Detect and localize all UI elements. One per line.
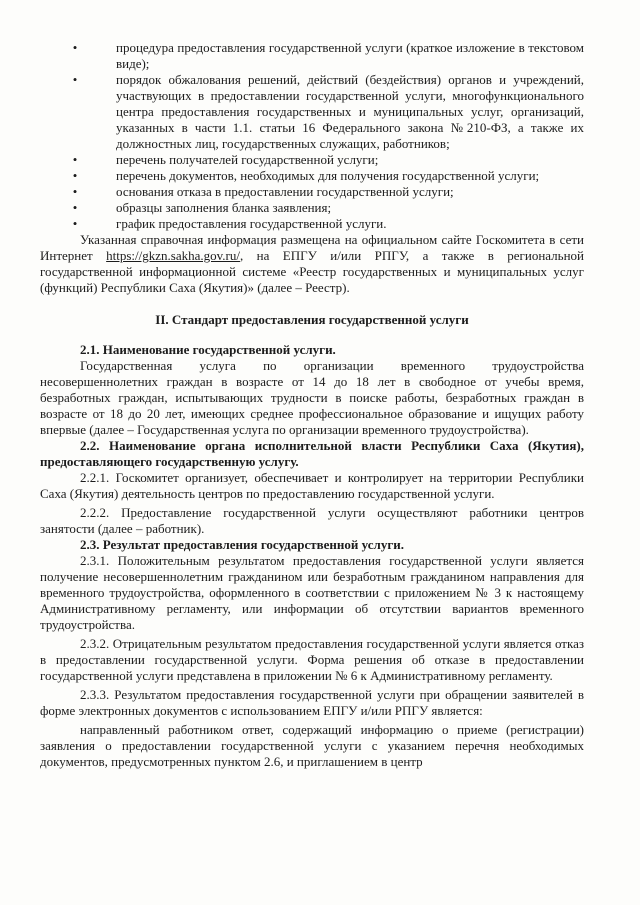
- list-item-text: процедура предоставления государственной услуги (краткое изложение в текстовом виде);: [116, 40, 584, 71]
- list-item: [40, 200, 584, 216]
- list-item-text: образцы заполнения бланка заявления;: [116, 200, 332, 215]
- list-item: [40, 184, 584, 200]
- paragraph: 2.3.1. Положительным результатом предоставления государственной услуги является получение несовершеннолетним гражданином или безработным гражданином направления для временного трудоустройства, оформленного в соответствии с приложением № 3 к настоящему Административному регламенту, или информации об отсутствии вариантов временного трудоустройства.: [40, 553, 584, 632]
- bullet-marker: •: [72, 152, 78, 167]
- bullet-marker: •: [72, 72, 78, 87]
- list-item: [40, 168, 584, 184]
- website-link[interactable]: https://gkzn.sakha.gov.ru/: [106, 248, 240, 263]
- paragraph: 2.2.1. Госкомитет организует, обеспечивает и контролирует на территории Республики Саха (Якутия) деятельность центров по предоставлению государственной услуги.: [40, 470, 584, 501]
- paragraph: 2.3.3. Результатом предоставления государственной услуги при обращении заявителей в форме электронных документов с использованием ЕПГУ и/или РПГУ является:: [40, 687, 584, 718]
- bullet-marker: •: [72, 40, 78, 55]
- info-paragraph: [40, 232, 584, 296]
- section-title: II. Стандарт предоставления государственной услуги: [155, 312, 469, 327]
- subsection-heading-2-2: 2.2. Наименование органа исполнительной власти Республики Саха (Якутия), предоставляющего государственную услугу.: [40, 438, 584, 469]
- paragraph: 2.3.2. Отрицательным результатом предоставления государственной услуги является отказ в предоставлении государственной услуги. Форма решения об отказе в предоставлении государственной услуги представлена в приложении № 6 к Административному регламенту.: [40, 636, 584, 683]
- bullet-marker: •: [72, 216, 78, 231]
- paragraph: 2.2.2. Предоставление государственной услуги осуществляют работники центров занятости (далее – работник).: [40, 505, 584, 536]
- bullet-marker: •: [72, 184, 78, 199]
- list-item-text: график предоставления государственной услуги.: [116, 216, 387, 231]
- list-item-text: перечень документов, необходимых для получения государственной услуги;: [116, 168, 540, 183]
- info-text-after: , на ЕПГУ и/или РПГУ, а также в региональной государственной информационной системе «Реестр государственных и муниципальных услуг (функций) Республики Саха (Якутия)» (далее – Реестр).: [40, 248, 584, 295]
- paragraph: Государственная услуга по организации временного трудоустройства несовершеннолетних граждан в возрасте от 14 до 18 лет в свободное от учебы время, безработных граждан, испытывающих трудности в поиске работы, безработных граждан в возрасте от 18 до 20 лет, имеющих среднее профессиональное образование и ищущих работу впервые (далее – Государственная услуга по организации временного трудоустройства).: [40, 358, 584, 437]
- info-text-before: Указанная справочная информация размещена на официальном сайте Госкомитета в сети Интернет: [40, 232, 584, 263]
- subsection-heading-2-1: 2.1. Наименование государственной услуги.: [80, 342, 336, 357]
- list-item: [40, 216, 584, 232]
- subsection-heading-2-3: 2.3. Результат предоставления государственной услуги.: [80, 537, 404, 552]
- list-item: [40, 72, 584, 152]
- list-item-text: перечень получателей государственной услуги;: [116, 152, 379, 167]
- paragraph: направленный работником ответ, содержащий информацию о приеме (регистрации) заявления о предоставлении государственной услуги с указанием перечня необходимых документов, предусмотренных пунктом 2.6, и приглашением в центр: [40, 722, 584, 769]
- bullet-marker: •: [72, 200, 78, 215]
- list-item: [40, 40, 584, 72]
- list-item-text: основания отказа в предоставлении государственной услуги;: [116, 184, 454, 199]
- list-item-text: порядок обжалования решений, действий (бездействия) органов и учреждений, участвующих в предоставлении государственной услуги, многофункционального центра предоставления государственных и муниципальных услуг, организаций, указанных в части 1.1. статьи 16 Федерального закона №210-ФЗ, а также их должностных лиц, государственных служащих, работников;: [116, 72, 584, 151]
- bullet-marker: •: [72, 168, 78, 183]
- list-item: [40, 152, 584, 168]
